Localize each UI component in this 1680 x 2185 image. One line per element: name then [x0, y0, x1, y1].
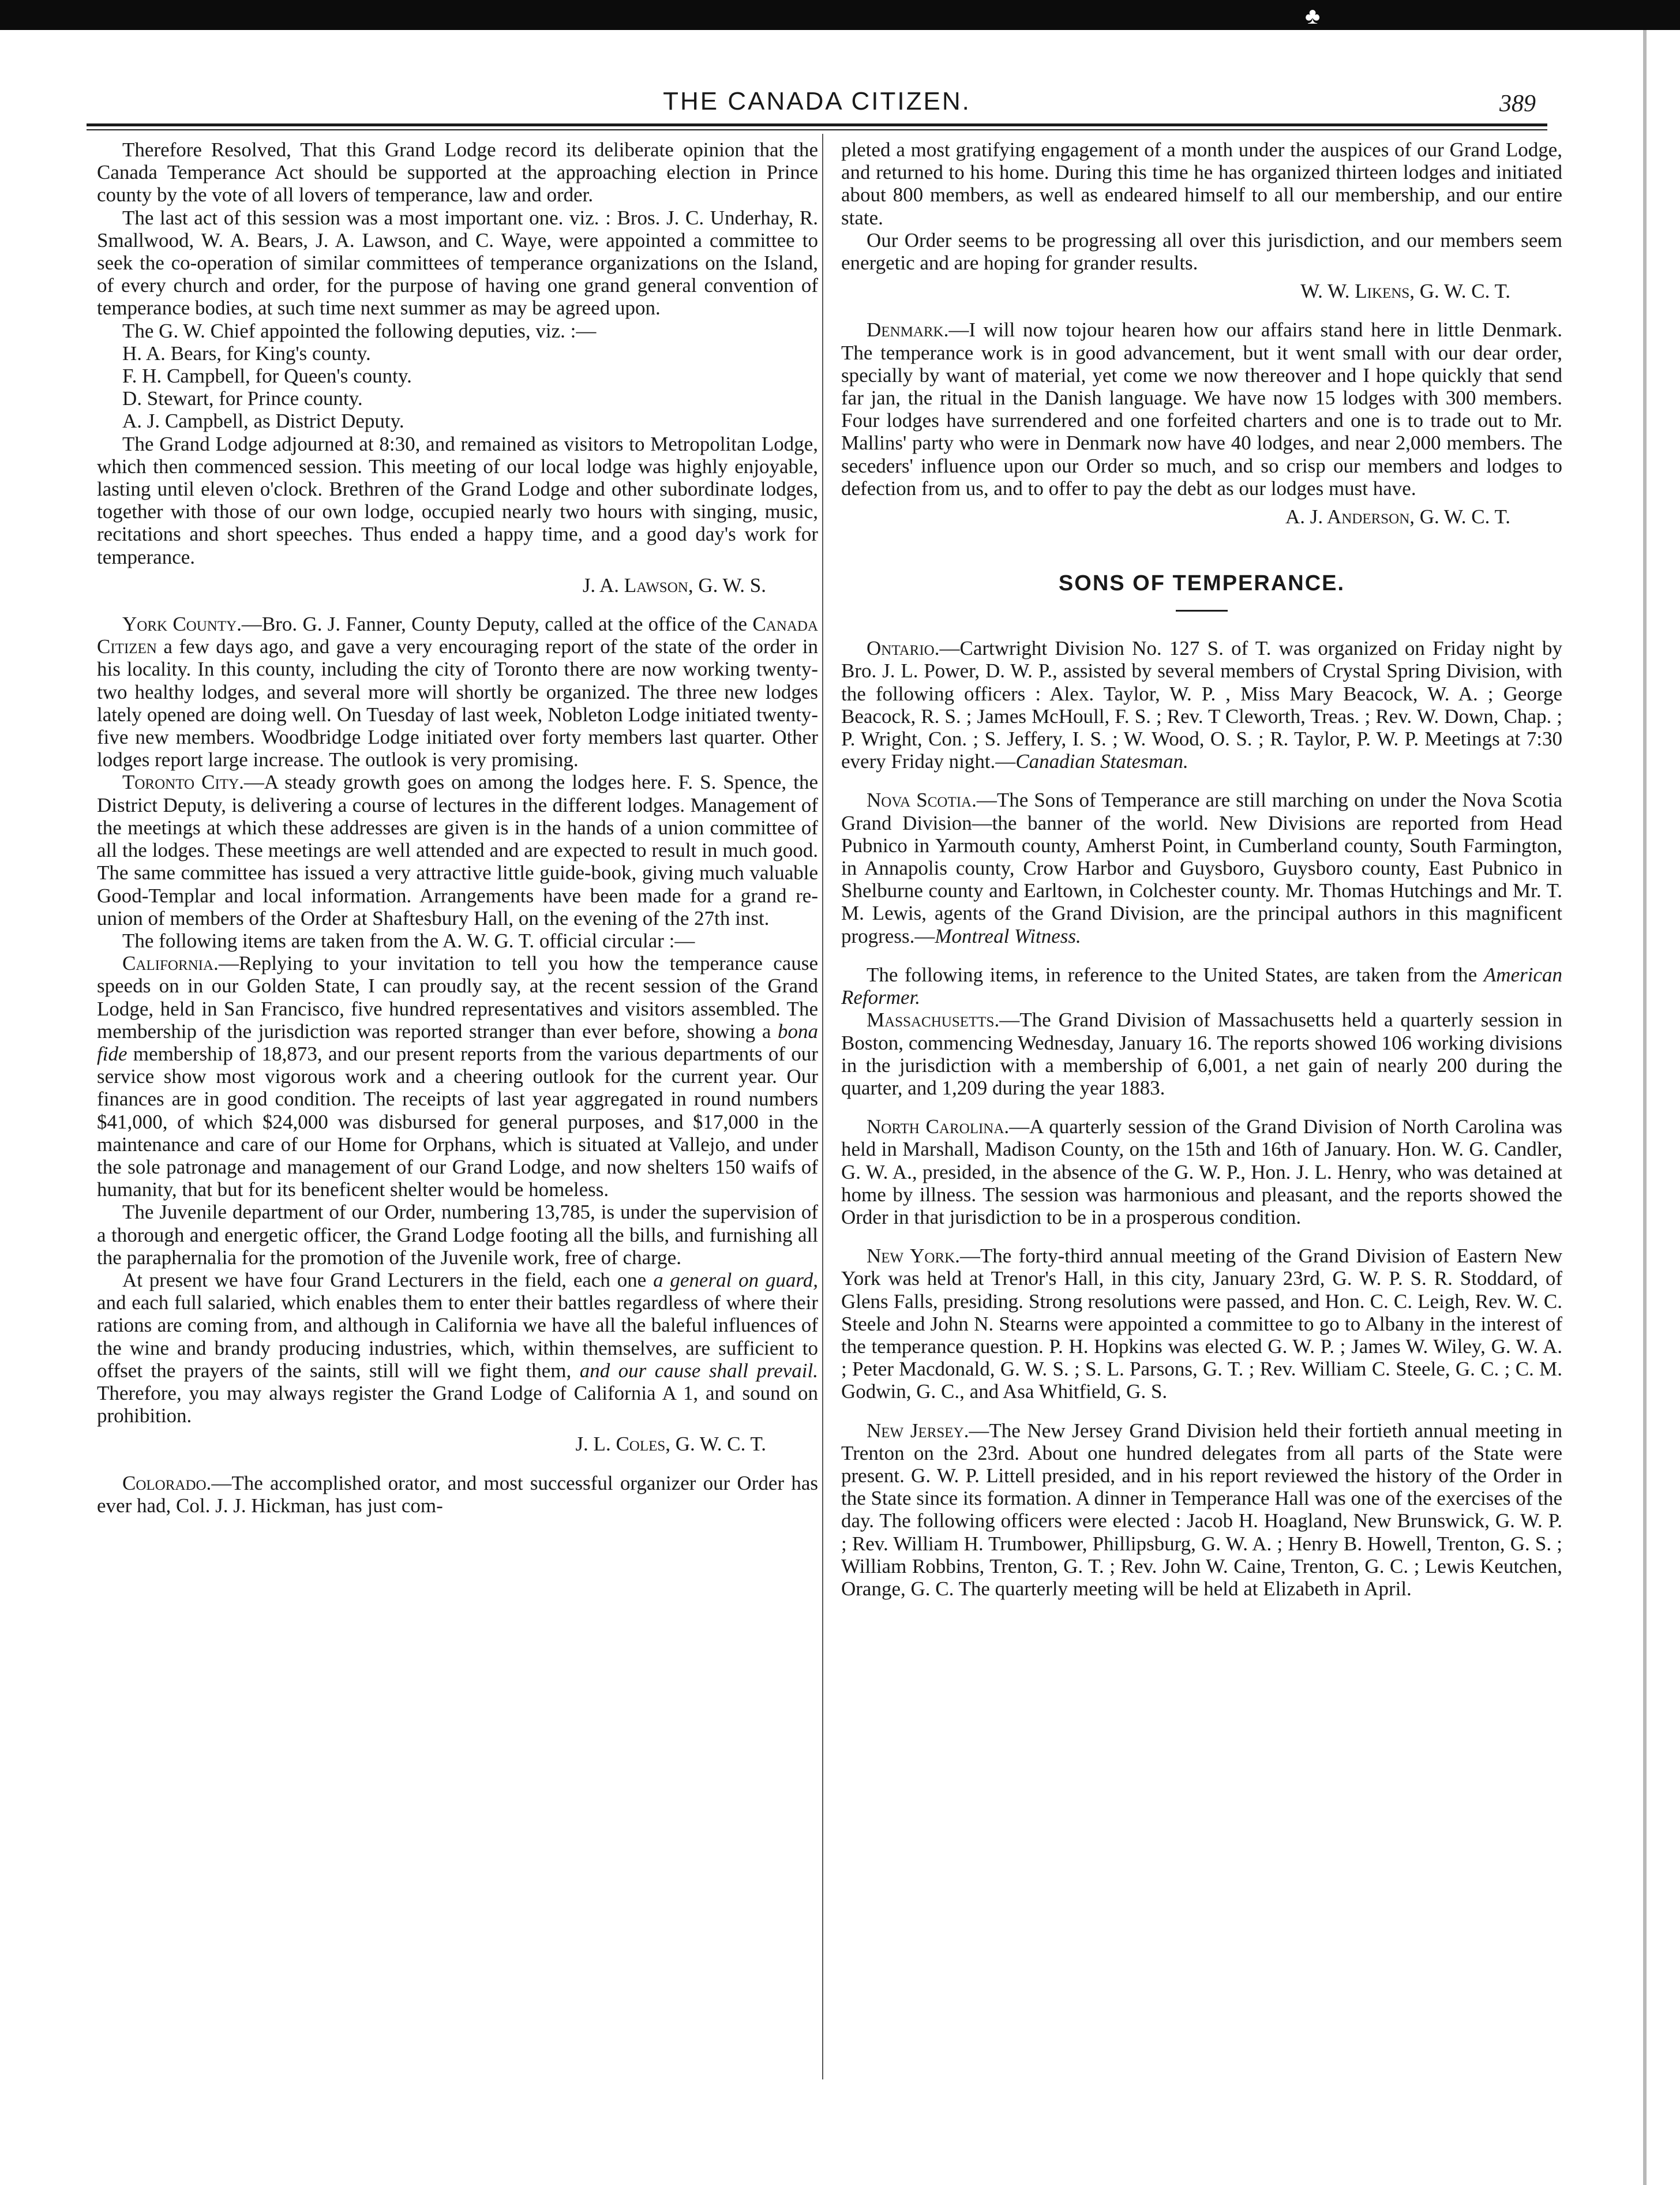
masthead: THE CANADA CITIZEN.: [663, 87, 971, 115]
colorado-paragraph: Colorado.—The accomplished orator, and most successful organizer our Order has ever had, Col. J. J. Hickman, has just com-: [97, 1471, 818, 1517]
new-jersey-heading: New Jersey.: [867, 1419, 969, 1442]
deputy-item: F. H. Campbell, for Queen's county.: [122, 365, 412, 388]
california-paragraph: California.—Replying to your invitation to tell you how the temperance cause speeds on in our Golden State, I can proudly say, at the recent session of the Grand Lodge, held in San Francisco, five hundred representatives and visitors assembled. The membership of the jurisdiction was reported stranger than ever before, showing a bona fide membership of 18,873, and our present reports from the various departments of our service show most vigorous work and a cheering outlook for the current year. Our finances are in good condition. The receipts of last year aggregated in round numbers $41,000, of which $24,000 was disbursed for general purposes, and $17,000 in the maintenance and care of our Home for Orphans, which is situated at Vallejo, and under the sole patronage and management of our Grand Lodge, and now shelters 150 waifs of humanity, that but for its beneficent shelter would be homeless.: [97, 952, 818, 1201]
signature-likens: W. W. Likens, G. W. C. T.: [1300, 280, 1510, 303]
resolution-paragraph: Therefore Resolved, That this Grand Lodge record its deliberate opinion that the Canada Temperance Act should be supported at the approaching election in Prince county by the vote of all lovers of temperance, law and order.: [97, 138, 818, 207]
california-heading: California.: [122, 952, 219, 975]
york-county-heading: York County.: [122, 613, 242, 636]
nova-scotia-heading: Nova Scotia.: [867, 789, 977, 812]
source-citation: Montreal Witness.: [935, 924, 1081, 947]
page-number: 389: [1499, 91, 1536, 117]
denmark-heading: Denmark.: [867, 318, 949, 342]
toronto-city-paragraph: Toronto City.—A steady growth goes on among the lodges here. F. S. Spence, the District Deputy, is delivering a course of lectures in the different lodges. Management of the meetings at which these addresses are given is in the hands of a union committee of all the lodges. These meetings are well attended and are expected to result in much good. The same committee has issued a very attractive little guide-book, giving much valuable Good-Templar and local information. Arrangements have been made for a grand re-union of members of the Order at Shaftesbury Hall, on the evening of the 27th inst.: [97, 771, 818, 930]
deputy-item: H. A. Bears, for King's county.: [122, 342, 371, 365]
scan-mark-icon: ♣: [1305, 3, 1321, 29]
massachusetts-paragraph: Massachusetts.—The Grand Division of Massachusetts held a quarterly session in Boston, commencing Wednesday, January 16. The reports showed 106 working divisions in the jurisdiction with a membership of 6,001, a net gain of nearly 200 during the quarter, and 1,209 during the year 1883.: [841, 1009, 1562, 1099]
deputies-intro: The G. W. Chief appointed the following deputies, viz. :—: [122, 319, 597, 342]
signature-coles: J. L. Coles, G. W. C. T.: [575, 1433, 766, 1456]
header-rule-thick: [87, 123, 1547, 126]
deputy-item: D. Stewart, for Prince county.: [122, 387, 363, 410]
source-citation: American Reformer.: [841, 963, 1562, 1009]
colorado-heading: Colorado.: [122, 1471, 212, 1494]
signature-anderson: A. J. Anderson, G. W. C. T.: [1285, 505, 1510, 529]
adjournment-paragraph: The Grand Lodge adjourned at 8:30, and remained as visitors to Metropolitan Lodge, which then commenced session. This meeting of our local lodge was highly enjoyable, lasting until eleven o'clock. Brethren of the Grand Lodge and other subordinate lodges, together with those of our own lodge, occupied nearly two hours with singing, music, recitations and short speeches. Thus ended a happy time, and a good day's work for temperance.: [97, 432, 818, 568]
deputy-item: A. J. Campbell, as District Deputy.: [122, 410, 404, 433]
new-york-paragraph: New York.—The forty-third annual meeting of the Grand Division of Eastern New York was held at Trenor's Hall, in this city, January 23rd, G. W. P. S. R. Stoddard, of Glens Falls, presiding. Strong resolutions were passed, and Hon. C. C. Leigh, Rev. W. C. Steele and John N. Stearns were appointed a committee to go to Albany in the interest of the temperance question. P. H. Hopkins was elected G. W. P. ; James W. Wiley, G. W. A. ; Peter Macdonald, G. W. S. ; S. L. Parsons, G. T. ; Rev. William C. Steele, G. C. ; C. M. Godwin, G. C., and Asa Whitfield, G. S.: [841, 1245, 1562, 1403]
paper-name: Canada Citizen: [97, 613, 818, 658]
source-citation: Canadian Statesman.: [1015, 750, 1188, 773]
toronto-city-heading: Toronto City.: [122, 771, 244, 794]
new-jersey-paragraph: New Jersey.—The New Jersey Grand Division held their fortieth annual meeting in Trenton on the 23rd. About one hundred delegates from all parts of the State were present. G. W. P. Littell presided, and in his report reviewed the history of the Order in the State since its formation. A dinner in Temperance Hall was one of the exercises of the day. The following officers were elected : Jacob H. Hoagland, New Brunswick, G. W. P. ; Rev. William H. Trumbower, Phillipsburg, G. W. A. ; Henry B. Howell, Trenton, G. S. ; William Robbins, Trenton, G. T. ; Rev. John W. Caine, Trenton, G. C. ; Lewis Keutchen, Orange, G. C. The quarterly meeting will be held at Elizabeth in April.: [841, 1419, 1562, 1600]
column-divider: [822, 134, 823, 2079]
lecturers-paragraph: At present we have four Grand Lecturers in the field, each one a general on guard, and each full salaried, which enables them to enter their battles regardless of where their rations are coming from, and although in California we have all the baleful influences of the wine and brandy producing industries, which, within themselves, are sufficient to offset the prayers of the saints, still will we fight them, and our cause shall prevail. Therefore, you may always register the Grand Lodge of California A 1, and sound on prohibition.: [97, 1268, 818, 1427]
page-edge: [1643, 30, 1647, 2185]
colorado-continuation: pleted a most gratifying engagement of a month under the auspices of our Grand Lodge, and returned to his home. During this time he has organized thirteen lodges and initiated about 800 members, as well as endeared himself to all our membership, and our entire state.: [841, 138, 1562, 229]
ontario-paragraph: Ontario.—Cartwright Division No. 127 S. of T. was organized on Friday night by Bro. J. L. Power, D. W. P., assisted by several members of Crystal Spring Division, with the following officers : Alex. Taylor, W. P. , Miss Mary Beacock, W. A. ; George Beacock, R. S. ; James McHoull, F. S. ; Rev. T Cleworth, Treas. ; Rev. W. Down, Chap. ; P. Wright, Con. ; S. Jeffery, I. S. ; W. Wood, O. S. ; R. Taylor, P. W. P. Meetings at 7:30 every Friday night.—Canadian Statesman.: [841, 637, 1562, 773]
page-header: [87, 85, 1547, 126]
left-column: [97, 138, 818, 1517]
york-county-paragraph: York County.—Bro. G. J. Fanner, County Deputy, called at the office of the Canada Citizen a few days ago, and gave a very encouraging report of the state of the order in his locality. In this county, including the city of Toronto there are now working twenty-two healthy lodges, and several more will shortly be organized. The three new lodges lately opened are doing well. On Tuesday of last week, Nobleton Lodge initiated twenty-five new members. Woodbridge Lodge initiated over forty members last quarter. Other lodges report large increase. The outlook is very promising.: [97, 613, 818, 771]
section-rule: [1176, 610, 1228, 612]
order-progress-paragraph: Our Order seems to be progressing all over this jurisdiction, and our members seem energetic and are hoping for grander results.: [841, 228, 1562, 275]
right-column: [841, 138, 1562, 1600]
juvenile-paragraph: The Juvenile department of our Order, numbering 13,785, is under the supervision of a thorough and energetic officer, the Grand Lodge footing all the bills, and furnishing all the paraphernalia for the promotion of the Juvenile work, free of charge.: [97, 1201, 818, 1269]
ontario-heading: Ontario.: [867, 637, 940, 660]
massachusetts-heading: Massachusetts.: [867, 1009, 1000, 1032]
north-carolina-paragraph: North Carolina.—A quarterly session of the Grand Division of North Carolina was held in Marshall, Madison County, on the 15th and 16th of January. Hon. W. G. Candler, G. W. A., presided, in the absence of the G. W. P., Hon. J. L. Henry, who was detained at home by illness. The session was harmonious and pleasant, and the reports showed the Order in that jurisdiction to be in a prosperous condition.: [841, 1115, 1562, 1228]
nova-scotia-paragraph: Nova Scotia.—The Sons of Temperance are still marching on under the Nova Scotia Grand Division—the banner of the world. New Divisions are reported from Head Pubnico in Yarmouth county, Amherst Point, in Cumberland county, South Farmington, in Annapolis county, Crow Harbor and Guysboro, Guysboro county, East Pubnico in Shelburne county and Earltown, in Colchester county. Mr. Thomas Hutchings and Mr. T. M. Lewis, agents of the Grand Division, are the principal authors in this magnificent progress.—Montreal Witness.: [841, 789, 1562, 947]
header-rule-thin: [87, 129, 1547, 130]
united-states-intro: The following items, in reference to the United States, are taken from the American Reformer.: [841, 963, 1562, 1009]
section-title: SONS OF TEMPERANCE.: [1058, 571, 1345, 596]
signature-lawson: J. A. Lawson, G. W. S.: [582, 574, 766, 597]
denmark-paragraph: Denmark.—I will now tojour hearen how our affairs stand here in little Denmark. The temperance work is in good advancement, but it went small with our dear order, specially by want of material, yet come we now thereover and I hope quickly that send far jan, the ritual in the Danish language. We have now 15 lodges with 300 members. Four lodges have surrendered and one forfeited charters and one is to trade out to Mr. Mallins' party who were in Denmark now have 40 lodges, and near 2,000 members. The seceders' influence upon our Order so much, and so crisp our members and lodges to defection from us, and to offer to pay the debt as our lodges must have.: [841, 318, 1562, 500]
committee-paragraph: The last act of this session was a most important one. viz. : Bros. J. C. Underhay, R. Smallwood, W. A. Bears, J. A. Lawson, and C. Waye, were appointed a committee to seek the co-operation of similar committees of temperance organizations on the Island, of every church and order, for the purpose of having one grand general convention of temperance bodies, at such time next summer as may be agreed upon.: [97, 206, 818, 320]
scan-top-band: [0, 0, 1680, 30]
circular-intro: The following items are taken from the A. W. G. T. official circular :—: [122, 929, 695, 952]
north-carolina-heading: North Carolina.: [867, 1115, 1010, 1138]
new-york-heading: New York.: [867, 1245, 960, 1268]
